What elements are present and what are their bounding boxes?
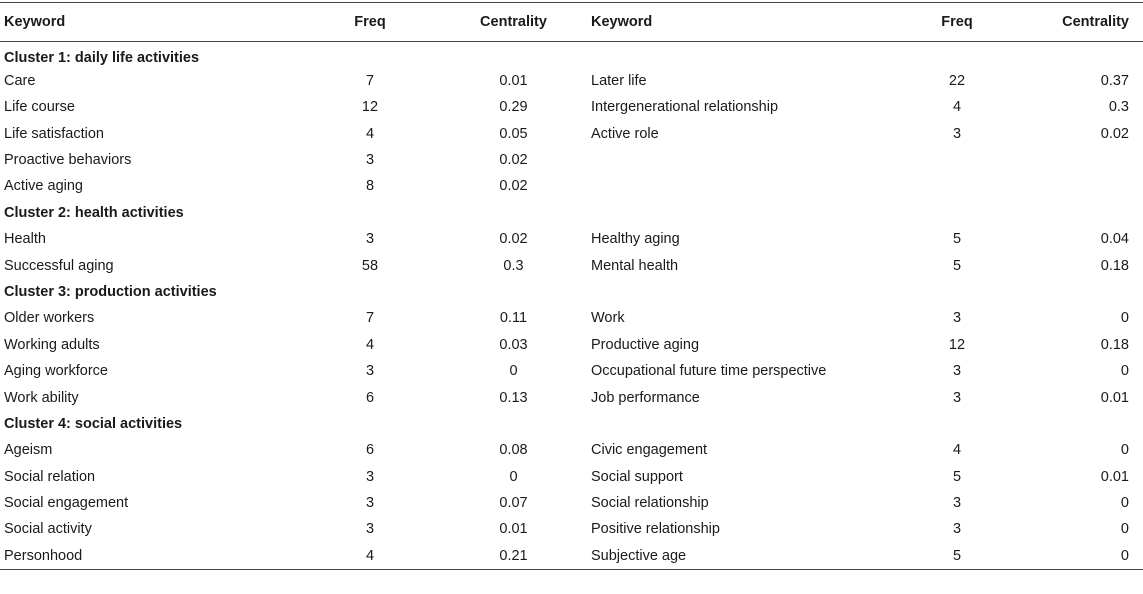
centrality-right-cell: 0 (1120, 547, 1129, 564)
freq-left-cell: 3 (365, 231, 375, 248)
centrality-left-cell: 0.05 (499, 125, 528, 142)
centrality-left-cell: 0.29 (499, 99, 528, 116)
freq-right-cell: 3 (952, 389, 962, 406)
cluster-title: Cluster 4: social activities (4, 415, 183, 432)
freq-right-cell: 4 (952, 442, 962, 459)
keyword-left-cell: Health (4, 231, 46, 248)
keyword-left-cell: Work ability (4, 389, 79, 406)
keyword-table-container (0, 2, 1143, 594)
keyword-left-cell: Working adults (4, 336, 100, 353)
keyword-left-cell: Successful aging (4, 257, 114, 274)
keyword-left-cell: Social engagement (4, 495, 129, 512)
keyword-right-cell: Subjective age (591, 547, 687, 564)
freq-right-cell: 22 (948, 72, 966, 89)
keyword-left-cell: Life course (4, 99, 75, 116)
freq-left-cell: 3 (365, 363, 375, 380)
freq-right-cell: 4 (952, 99, 962, 116)
centrality-right-cell: 0.01 (1100, 468, 1129, 485)
centrality-left-cell: 0.01 (499, 72, 528, 89)
table-body (0, 42, 1143, 570)
freq-right-cell: 12 (948, 336, 966, 353)
keyword-right-cell: Later life (591, 72, 647, 89)
freq-right-cell: 5 (952, 547, 962, 564)
cluster-header-row (0, 279, 1143, 305)
freq-right-cell: 3 (952, 125, 962, 142)
centrality-right-cell: 0 (1120, 495, 1129, 512)
centrality-left-cell: 0.02 (499, 152, 528, 168)
freq-left-cell: 8 (365, 178, 375, 195)
table-row (0, 253, 1143, 279)
centrality-left-cell: 0 (509, 468, 518, 485)
freq-left-cell: 7 (365, 72, 375, 89)
keyword-cluster-table (0, 2, 1143, 570)
cluster-title: Cluster 3: production activities (4, 283, 217, 300)
keyword-right-cell (587, 147, 887, 173)
table-row (0, 332, 1143, 358)
keyword-right-cell: Occupational future time perspective (591, 363, 827, 380)
centrality-right-cell: 0.3 (1108, 99, 1129, 116)
freq-right-cell: 3 (952, 521, 962, 538)
freq-right-cell: 3 (952, 310, 962, 327)
cluster-header-row (0, 411, 1143, 437)
keyword-right-cell: Healthy aging (591, 231, 680, 248)
centrality-right-cell: 0.02 (1100, 125, 1129, 142)
freq-right-cell (887, 147, 1027, 173)
centrality-left-cell: 0.02 (499, 178, 528, 195)
table-row (0, 121, 1143, 147)
centrality-right-cell: 0 (1120, 363, 1129, 380)
keyword-right-cell: Productive aging (591, 336, 700, 353)
centrality-left-cell: 0.13 (499, 389, 528, 406)
freq-left-cell: 4 (365, 125, 375, 142)
header-freq-right: Freq (941, 14, 973, 30)
freq-right-cell (887, 173, 1027, 199)
freq-left-cell: 4 (365, 336, 375, 353)
keyword-right-cell: Intergenerational relationship (591, 99, 779, 116)
keyword-left-cell: Proactive behaviors (4, 152, 132, 168)
freq-right-cell: 3 (952, 495, 962, 512)
centrality-right-cell (1027, 147, 1143, 173)
header-freq-left: Freq (354, 14, 386, 30)
centrality-left-cell: 0.11 (499, 310, 528, 327)
table-row (0, 358, 1143, 384)
freq-left-cell: 58 (361, 257, 379, 274)
keyword-left-cell: Aging workforce (4, 363, 108, 380)
keyword-right-cell: Job performance (591, 389, 700, 406)
table-row (0, 94, 1143, 120)
keyword-left-cell: Social activity (4, 521, 92, 538)
table-row (0, 147, 1143, 173)
centrality-right-cell: 0.18 (1100, 336, 1129, 353)
keyword-right-cell: Work (591, 310, 625, 327)
centrality-left-cell: 0.21 (499, 547, 528, 564)
freq-left-cell: 3 (365, 521, 375, 538)
keyword-right-cell: Positive relationship (591, 521, 720, 538)
freq-left-cell: 4 (365, 547, 375, 564)
keyword-right-cell: Social relationship (591, 495, 709, 512)
keyword-right-cell: Social support (591, 468, 683, 485)
table-row (0, 173, 1143, 199)
keyword-left-cell: Active aging (4, 178, 83, 195)
cluster-title: Cluster 1: daily life activities (4, 49, 200, 66)
table-row (0, 226, 1143, 252)
freq-left-cell: 7 (365, 310, 375, 327)
freq-left-cell: 6 (365, 389, 375, 406)
table-row (0, 464, 1143, 490)
table-row (0, 543, 1143, 569)
centrality-right-cell: 0 (1120, 442, 1129, 459)
centrality-left-cell: 0.03 (499, 336, 528, 353)
freq-right-cell: 5 (952, 257, 962, 274)
table-header (0, 3, 1143, 42)
freq-right-cell: 5 (952, 231, 962, 248)
keyword-left-cell: Care (4, 72, 36, 89)
table-row (0, 490, 1143, 516)
centrality-left-cell: 0.08 (499, 442, 528, 459)
keyword-left-cell: Older workers (4, 310, 95, 327)
keyword-left-cell: Personhood (4, 547, 83, 564)
centrality-left-cell: 0 (509, 363, 518, 380)
table-row (0, 437, 1143, 463)
keyword-right-cell: Mental health (591, 257, 679, 274)
header-row (0, 3, 1143, 42)
table-row (0, 517, 1143, 543)
cluster-header-row (0, 42, 1143, 68)
keyword-right-cell: Civic engagement (591, 442, 708, 459)
keyword-right-cell: Active role (591, 125, 659, 142)
centrality-right-cell: 0.37 (1100, 72, 1129, 89)
freq-left-cell: 3 (365, 495, 375, 512)
table-row (0, 305, 1143, 331)
keyword-left-cell: Life satisfaction (4, 125, 104, 142)
centrality-right-cell: 0 (1120, 521, 1129, 538)
freq-right-cell: 5 (952, 468, 962, 485)
freq-left-cell: 6 (365, 442, 375, 459)
keyword-left-cell: Ageism (4, 442, 53, 459)
freq-left-cell: 12 (361, 99, 379, 116)
centrality-left-cell: 0.3 (503, 257, 524, 274)
centrality-left-cell: 0.01 (499, 521, 528, 538)
centrality-right-cell: 0.04 (1100, 231, 1129, 248)
freq-left-cell: 3 (365, 152, 375, 168)
table-row (0, 385, 1143, 411)
header-keyword-right: Keyword (591, 14, 653, 30)
centrality-right-cell: 0.18 (1100, 257, 1129, 274)
cluster-title: Cluster 2: health activities (4, 204, 184, 221)
table-row (0, 68, 1143, 94)
keyword-left-cell: Social relation (4, 468, 96, 485)
keyword-right-cell (587, 173, 887, 199)
centrality-right-cell (1027, 173, 1143, 199)
freq-right-cell: 3 (952, 363, 962, 380)
header-keyword-left: Keyword (4, 14, 66, 30)
centrality-right-cell: 0 (1120, 310, 1129, 327)
centrality-left-cell: 0.02 (499, 231, 528, 248)
cluster-header-row (0, 200, 1143, 226)
header-centrality-left: Centrality (480, 14, 547, 30)
header-centrality-right: Centrality (1062, 14, 1129, 30)
freq-left-cell: 3 (365, 468, 375, 485)
centrality-left-cell: 0.07 (499, 495, 528, 512)
centrality-right-cell: 0.01 (1100, 389, 1129, 406)
